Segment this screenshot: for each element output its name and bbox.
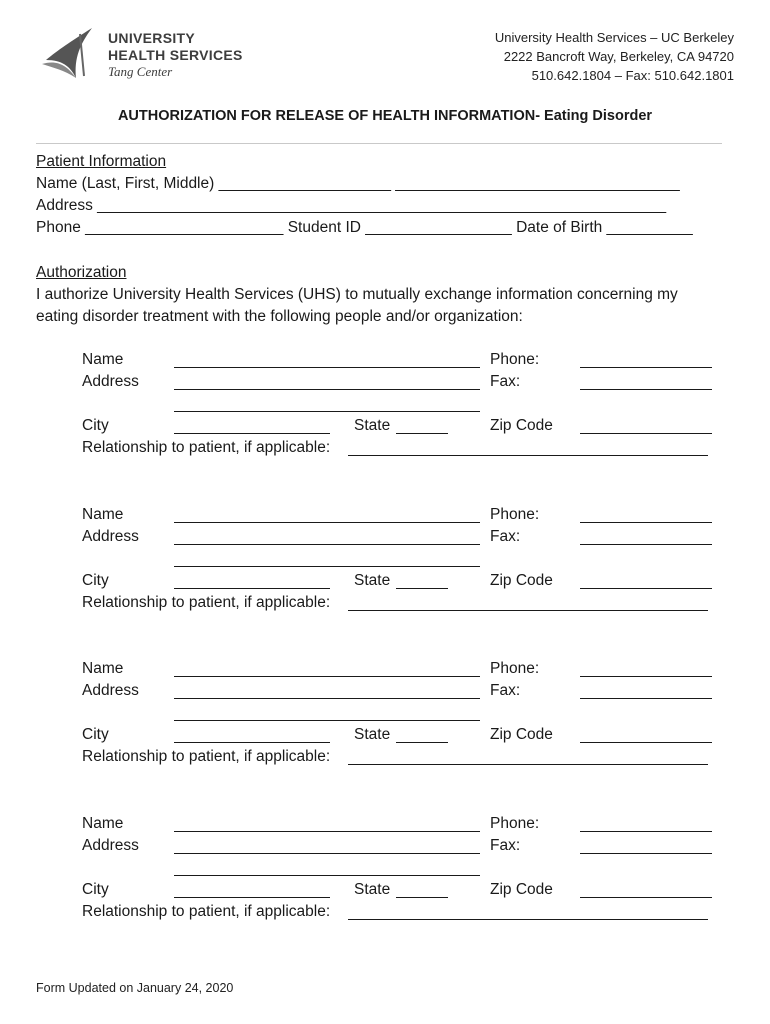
phone-label: Phone: (490, 506, 540, 523)
logo-line-tang-center: Tang Center (108, 64, 173, 79)
recipient-address-line-2[interactable] (174, 566, 480, 567)
phone-label: Phone: (490, 351, 540, 368)
fax-label: Fax: (490, 373, 521, 390)
recipient-state-line[interactable] (396, 433, 448, 434)
state-label: State (354, 726, 391, 743)
relationship-label: Relationship to patient, if applicable: (82, 748, 331, 765)
recipient-fax-line[interactable] (580, 389, 712, 390)
contact-phones: 510.642.1804 – Fax: 510.642.1801 (531, 68, 734, 83)
recipient-phone-line[interactable] (580, 831, 712, 832)
address-label: Address (82, 373, 139, 390)
state-label: State (354, 417, 391, 434)
name-label: Name (82, 351, 124, 368)
recipient-zip-line[interactable] (580, 433, 712, 434)
patient-address-field[interactable]: Address __________________________________________________________________ (36, 197, 667, 214)
recipient-state-line[interactable] (396, 897, 448, 898)
name-label: Name (82, 506, 124, 523)
phone-label: Phone: (490, 660, 540, 677)
form-updated-note: Form Updated on January 24, 2020 (36, 981, 234, 995)
recipient-relationship-line[interactable] (348, 610, 708, 611)
title-divider (36, 143, 722, 144)
recipient-state-line[interactable] (396, 742, 448, 743)
recipient-fax-line[interactable] (580, 853, 712, 854)
city-label: City (82, 726, 109, 743)
recipient-address-line[interactable] (174, 698, 480, 699)
zip-label: Zip Code (490, 417, 553, 434)
relationship-label: Relationship to patient, if applicable: (82, 594, 331, 611)
fax-label: Fax: (490, 528, 521, 545)
recipient-block-1 (82, 350, 722, 470)
form-title: AUTHORIZATION FOR RELEASE OF HEALTH INFORMATION- Eating Disorder (117, 108, 653, 124)
recipient-block-4 (82, 814, 722, 934)
zip-label: Zip Code (490, 881, 553, 898)
recipient-name-line[interactable] (174, 522, 480, 523)
recipient-zip-line[interactable] (580, 742, 712, 743)
authorization-heading: Authorization (36, 264, 127, 281)
contact-block (495, 28, 734, 85)
relationship-label: Relationship to patient, if applicable: (82, 439, 331, 456)
patient-name-field[interactable]: Name (Last, First, Middle) ____________________ _________________________________ (36, 175, 680, 192)
state-label: State (354, 881, 391, 898)
fax-label: Fax: (490, 682, 521, 699)
name-label: Name (82, 815, 124, 832)
ribbon-logo-icon (40, 24, 102, 82)
state-label: State (354, 572, 391, 589)
recipient-block-2 (82, 505, 722, 625)
recipient-phone-line[interactable] (580, 676, 712, 677)
zip-label: Zip Code (490, 572, 553, 589)
recipient-address-line[interactable] (174, 544, 480, 545)
patient-info-heading: Patient Information (36, 153, 167, 170)
city-label: City (82, 417, 109, 434)
recipient-relationship-line[interactable] (348, 764, 708, 765)
recipient-address-line-2[interactable] (174, 411, 480, 412)
authorization-text-2: eating disorder treatment with the following people and/or organization: (36, 308, 523, 325)
city-label: City (82, 572, 109, 589)
recipient-name-line[interactable] (174, 676, 480, 677)
recipient-fax-line[interactable] (580, 544, 712, 545)
phone-label: Phone: (490, 815, 540, 832)
recipient-address-line-2[interactable] (174, 875, 480, 876)
address-label: Address (82, 837, 139, 854)
authorization-text-1: I authorize University Health Services (UHS) to mutually exchange information concerning my (36, 286, 678, 303)
recipient-city-line[interactable] (174, 588, 330, 589)
recipient-zip-line[interactable] (580, 588, 712, 589)
contact-org: University Health Services – UC Berkeley (494, 30, 734, 45)
recipient-phone-line[interactable] (580, 367, 712, 368)
logo-line-university: UNIVERSITY (108, 30, 196, 46)
relationship-label: Relationship to patient, if applicable: (82, 903, 331, 920)
recipient-zip-line[interactable] (580, 897, 712, 898)
recipient-city-line[interactable] (174, 742, 330, 743)
recipient-relationship-line[interactable] (348, 919, 708, 920)
recipient-address-line[interactable] (174, 389, 480, 390)
fax-label: Fax: (490, 837, 521, 854)
name-label: Name (82, 660, 124, 677)
zip-label: Zip Code (490, 726, 553, 743)
recipient-name-line[interactable] (174, 367, 480, 368)
recipient-city-line[interactable] (174, 897, 330, 898)
recipient-relationship-line[interactable] (348, 455, 708, 456)
recipient-phone-line[interactable] (580, 522, 712, 523)
contact-address: 2222 Bancroft Way, Berkeley, CA 94720 (503, 49, 734, 64)
recipient-address-line-2[interactable] (174, 720, 480, 721)
address-label: Address (82, 682, 139, 699)
patient-phone-id-dob-field[interactable]: Phone _______________________ Student ID _________________ Date of Birth __________ (36, 219, 693, 236)
recipient-address-line[interactable] (174, 853, 480, 854)
recipient-state-line[interactable] (396, 588, 448, 589)
address-label: Address (82, 528, 139, 545)
recipient-name-line[interactable] (174, 831, 480, 832)
recipient-block-3 (82, 659, 722, 779)
uhs-logo (40, 24, 280, 84)
recipient-fax-line[interactable] (580, 698, 712, 699)
logo-line-health-services: HEALTH SERVICES (108, 47, 243, 63)
city-label: City (82, 881, 109, 898)
recipient-city-line[interactable] (174, 433, 330, 434)
